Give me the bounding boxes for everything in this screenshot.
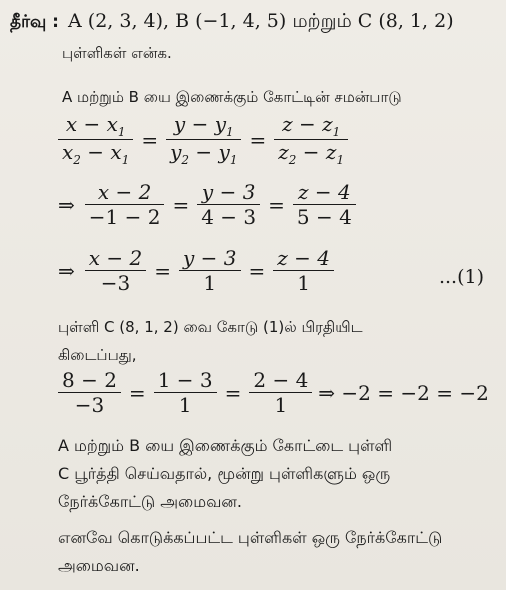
equation-simplified xyxy=(58,246,334,295)
line-equation-intro: A மற்றும் B யை இணைக்கும் கோட்டின் சமன்பாடு xyxy=(62,88,402,106)
result-intro: கிடைப்பது, xyxy=(58,346,137,364)
equals-sign: = xyxy=(224,380,242,405)
equals-sign: = xyxy=(128,380,146,405)
fraction-y: $\frac{1 - 3}{1}$ xyxy=(154,368,217,417)
fraction-z: $\frac{z - 4}{5 - 4}$ xyxy=(293,180,356,229)
equals-sign: = xyxy=(172,192,190,217)
substitution-line: புள்ளி C (8, 1, 2) வை கோடு (1)ல் பிரதியிட xyxy=(58,318,363,336)
final-line-1: எனவே கொடுக்கப்பட்ட புள்ளிகள் ஒரு நேர்க்கோட்டு xyxy=(58,528,443,547)
equals-sign: = xyxy=(249,127,267,152)
fraction-x: $\frac{x - 2}{-3}$ xyxy=(85,246,146,295)
equals-sign: = xyxy=(248,258,266,283)
conclusion-line-3: நேர்க்கோட்டு அமைவன. xyxy=(58,492,242,511)
final-line-2: அமைவன. xyxy=(58,556,140,575)
implies-arrow: ⇒ xyxy=(58,258,75,283)
fraction-x: $\frac{8 - 2}{-3}$ xyxy=(58,368,121,417)
fraction-z: $\frac{z - z_1}{z_2 - z_1}$ xyxy=(274,112,348,167)
conclusion-line-2: C பூர்த்தி செய்வதால், மூன்று புள்ளிகளும் ஒரு xyxy=(58,464,391,483)
fraction-y: $\frac{y - y_1}{y_2 - y_1}$ xyxy=(166,112,241,167)
equals-sign: = xyxy=(141,127,159,152)
equation-reference: ...(1) xyxy=(438,266,484,288)
fraction-y: $\frac{y - 3}{1}$ xyxy=(179,246,241,295)
fraction-x: $\frac{x - 2}{-1 - 2}$ xyxy=(85,180,165,229)
equals-sign: = xyxy=(154,258,172,283)
fraction-z: $\frac{2 - 4}{1}$ xyxy=(249,368,312,417)
implies-arrow: ⇒ xyxy=(58,192,75,217)
check-result: ⇒ −2 = −2 = −2 xyxy=(318,380,489,405)
points-line-2: புள்ளிகள் என்க. xyxy=(62,44,172,62)
equation-general xyxy=(58,112,348,167)
equals-sign: = xyxy=(268,192,285,217)
equation-substituted xyxy=(58,180,356,229)
fraction-x: $\frac{x - x_1}{x_2 - x_1}$ xyxy=(58,112,133,167)
conclusion-line-1: A மற்றும் B யை இணைக்கும் கோட்டை புள்ளி xyxy=(58,436,393,455)
fraction-y: $\frac{y - 3}{4 - 3}$ xyxy=(197,180,260,229)
solution-label: தீர்வு : xyxy=(10,12,59,32)
fraction-z: $\frac{z - 4}{1}$ xyxy=(273,246,334,295)
equation-check xyxy=(58,368,489,417)
points-text: A (2, 3, 4), B (−1, 4, 5) மற்றும் C (8, 1, 2) xyxy=(68,10,454,32)
solution-heading xyxy=(10,10,454,35)
